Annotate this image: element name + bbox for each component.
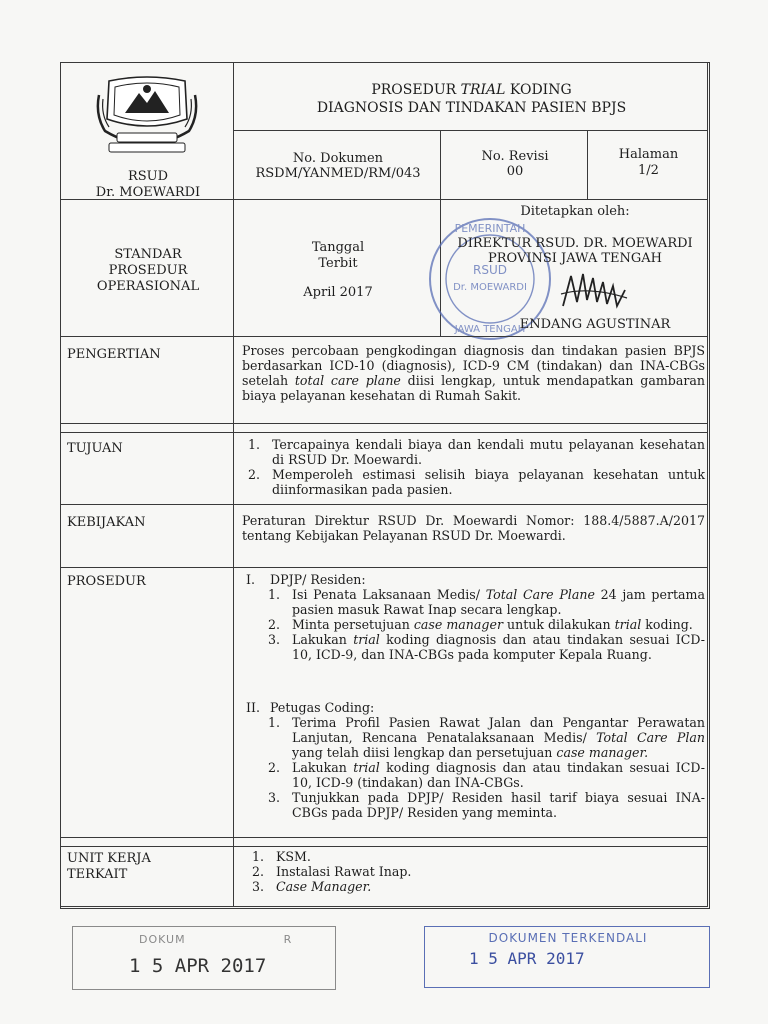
list-item: 1. Isi Penata Laksanaan Medis/ Total Care Plane 24 jam pertama pasien masuk Rawat Inap secara lengkap. [268, 587, 705, 617]
tujuan-list [248, 437, 705, 497]
controlled-document-stamp-right [424, 926, 710, 988]
doc-number-value: RSDM/YANMED/RM/043 [255, 166, 421, 181]
sop-line-1: STANDAR [114, 247, 182, 262]
doc-number-label: No. Dokumen [292, 151, 384, 166]
revision-value: 00 [506, 164, 524, 179]
issue-date-label-1: Tanggal [311, 240, 365, 255]
kebijakan-label: KEBIJAKAN [67, 515, 146, 530]
controlled-document-stamp-left [72, 926, 336, 990]
unit-label-1: UNIT KERJA [67, 851, 151, 866]
prosedur-group-1-list [268, 587, 705, 662]
list-item: 3. Tunjukkan pada DPJP/ Residen hasil tarif biaya sesuai INA-CBGs pada DPJP/ Residen yang meminta. [268, 790, 705, 820]
approval-cell [440, 199, 708, 337]
pengertian-label: PENGERTIAN [67, 347, 161, 362]
stamp-left-date: 1 5 APR 2017 [129, 955, 267, 977]
stamp-right-title: DOKUMEN TERKENDALI [488, 931, 648, 945]
prosedur-group-1-title: I. DPJP/ Residen: [246, 572, 366, 587]
province-logo-icon [95, 75, 199, 157]
director-title-2: PROVINSI JAWA TENGAH [488, 251, 662, 266]
org-name: RSUD [127, 169, 169, 184]
list-item: 1. Tercapainya kendali biaya dan kendali mutu pelayanan kesehatan di RSUD Dr. Moewardi. [248, 437, 705, 467]
stamp-left-title: DOKUM R [139, 933, 293, 946]
prosedur-group-2 [246, 700, 705, 820]
unit-label-2: TERKAIT [67, 867, 128, 882]
page-cell [587, 130, 708, 200]
list-item: 2. Lakukan trial koding diagnosis dan atau tindakan sesuai ICD-10, ICD-9 (tindakan) dan INA-CBGs. [268, 760, 705, 790]
issue-date-value: April 2017 [303, 285, 373, 300]
revision-cell [440, 130, 588, 200]
list-item: 2. Instalasi Rawat Inap. [252, 864, 412, 879]
logo-cell [60, 62, 234, 200]
list-item: 3. Case Manager. [252, 879, 372, 894]
document-title: PROSEDUR TRIAL KODING DIAGNOSIS DAN TINDAKAN PASIEN BPJS [316, 82, 627, 116]
issue-date-label-2: Terbit [318, 256, 358, 271]
sop-label-cell [60, 199, 234, 337]
seal-mid-text-1: RSUD [473, 263, 507, 277]
page-value: 1/2 [638, 163, 659, 178]
list-item: 2. Memperoleh estimasi selisih biaya pelayanan kesehatan untuk diinformasikan pada pasien. [248, 467, 705, 497]
prosedur-group-1 [246, 572, 705, 662]
kebijakan-text: Peraturan Direktur RSUD Dr. Moewardi Nomor: 188.4/5887.A/2017 tentang Kebijakan Pelayanan RSUD Dr. Moewardi. [242, 513, 705, 543]
issue-date-cell [233, 199, 441, 337]
unit-content-cell [233, 846, 708, 907]
seal-top-text: PEMERINTAH [454, 222, 526, 235]
doc-number-cell [233, 130, 441, 200]
title-cell [233, 62, 708, 131]
tujuan-label: TUJUAN [67, 441, 123, 456]
logo-caption [61, 63, 62, 64]
tujuan-label-cell [60, 432, 234, 505]
prosedur-content-cell [233, 567, 708, 838]
director-name: ENDANG AGUSTINAR [519, 317, 671, 332]
list-item: 1. Terima Profil Pasien Rawat Jalan dan Pengantar Perawatan Lanjutan, Rencana Penatalaksanaan Medis/ Total Care Plan yang telah diisi lengkap dan persetujuan case manager. [268, 715, 705, 760]
signature-icon [559, 268, 629, 314]
pengertian-label-cell [60, 336, 234, 424]
prosedur-group-2-title: II. Petugas Coding: [246, 700, 375, 715]
kebijakan-content-cell [233, 504, 708, 568]
prosedur-label-cell [60, 567, 234, 838]
org-subname: Dr. MOEWARDI [95, 185, 201, 200]
list-item: 3. Lakukan trial koding diagnosis dan atau tindakan sesuai ICD-10, ICD-9, dan INA-CBGs pada komputer Kepala Ruang. [268, 632, 705, 662]
approved-by-label: Ditetapkan oleh: [520, 204, 630, 219]
unit-list [252, 849, 692, 894]
prosedur-label: PROSEDUR [67, 574, 146, 589]
page-label: Halaman [618, 147, 679, 162]
seal-bottom-text: JAWA TENGAH [454, 324, 526, 335]
sop-line-3: OPERASIONAL [96, 279, 200, 294]
stamp-right-date: 1 5 APR 2017 [469, 949, 585, 968]
revision-label: No. Revisi [481, 149, 549, 164]
director-title-1: DIREKTUR RSUD. DR. MOEWARDI [457, 236, 693, 251]
sop-line-2: PROSEDUR [108, 263, 188, 278]
unit-label-cell [60, 846, 234, 907]
seal-mid-text-2: Dr. MOEWARDI [453, 282, 527, 293]
pengertian-text: Proses percobaan pengkodingan diagnosis dan tindakan pasien BPJS berdasarkan ICD-10 (diagnosis), ICD-9 CM (tindakan) dan INA-CBGs setelah total care plane diisi lengkap, untuk mendapatkan gambaran biaya pelayanan kesehatan di Rumah Sakit. [242, 343, 705, 403]
kebijakan-label-cell [60, 504, 234, 568]
list-item: 2. Minta persetujuan case manager untuk dilakukan trial koding. [268, 617, 693, 632]
tujuan-content-cell [233, 432, 708, 505]
prosedur-group-2-list [268, 715, 705, 820]
pengertian-content-cell [233, 336, 708, 424]
list-item: 1. KSM. [252, 849, 311, 864]
